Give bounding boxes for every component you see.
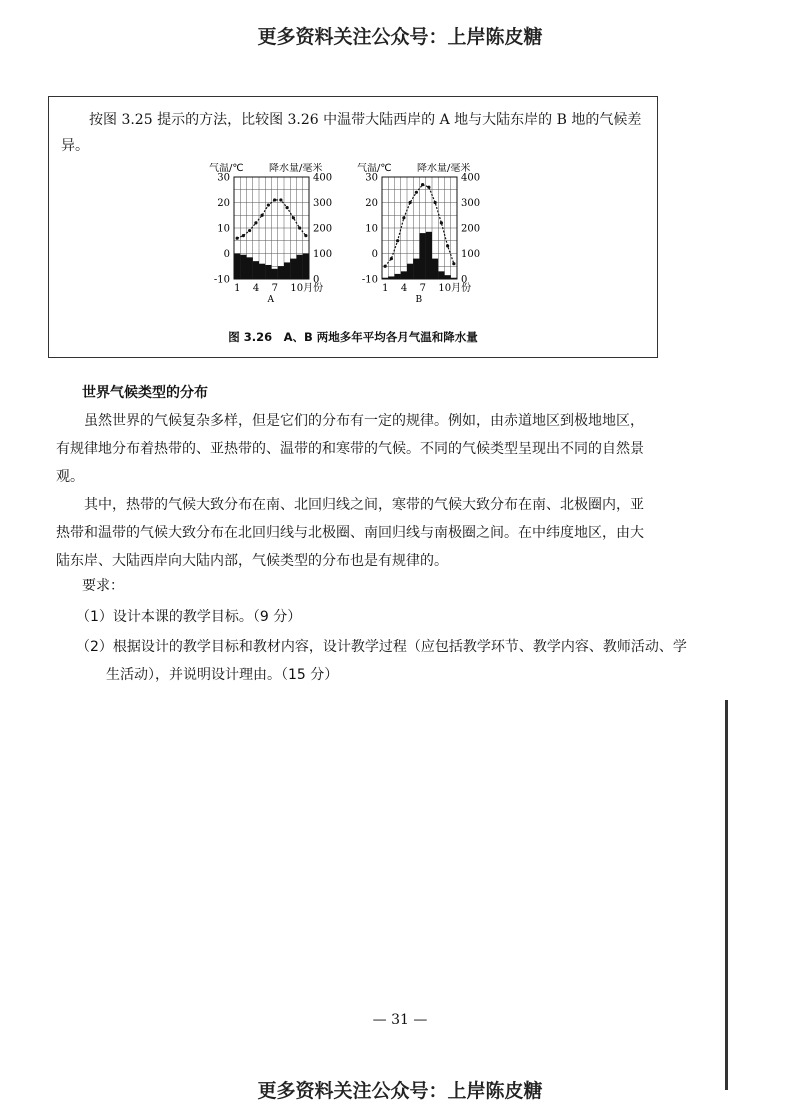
month-tick-label: 7: [271, 283, 278, 294]
month-tick-label: 4: [400, 283, 408, 294]
temperature-point: [434, 201, 437, 204]
precipitation-tick-label: 100: [313, 249, 333, 260]
temperature-point: [415, 191, 418, 194]
paragraph-2: 其中，热带的气候大致分布在南、北回归线之间，寒带的气候大致分布在南、北极圈内，亚热带和温带的气候大致分布在北回归线与北极圈、南回归线与南极圈之间。在中纬度地区，由大陆东岸、大陆西岸向大陆内部，气候类型的分布也是有规律的。: [56, 497, 644, 569]
month-tick-label: 1: [234, 283, 241, 294]
month-tick-label: 4: [252, 283, 260, 294]
scan-edge-line: [725, 700, 728, 1090]
precipitation-tick-label: 300: [461, 198, 481, 209]
precipitation-bar: [432, 259, 438, 279]
chart-a: [209, 163, 332, 303]
precipitation-axis-label: 降水量/毫米: [417, 163, 471, 174]
temperature-point: [261, 214, 264, 217]
precipitation-bar: [297, 255, 303, 279]
precipitation-bar: [303, 254, 309, 280]
precipitation-bar: [382, 278, 388, 279]
precipitation-bar: [290, 259, 296, 279]
precipitation-tick-label: 0: [313, 274, 320, 286]
temperature-point: [446, 244, 449, 247]
temperature-tick-label: 20: [365, 198, 378, 209]
precipitation-bar: [240, 255, 246, 279]
temperature-tick-label: 0: [371, 249, 378, 260]
temperature-tick-label: 10: [217, 223, 230, 235]
precipitation-bar: [253, 261, 259, 279]
precipitation-axis-label: 降水量/毫米: [269, 163, 323, 174]
precipitation-bar: [438, 271, 444, 279]
precipitation-bar: [247, 257, 253, 279]
precipitation-bar: [401, 271, 407, 279]
precipitation-bar: [265, 265, 271, 279]
temperature-point: [421, 183, 424, 186]
precipitation-tick-label: 400: [313, 172, 333, 184]
precipitation-bar: [234, 254, 240, 280]
temperature-point: [292, 216, 295, 219]
exercise-box: [48, 96, 658, 358]
precipitation-bar: [413, 259, 419, 279]
precipitation-tick-label: 100: [461, 249, 481, 260]
temperature-point: [298, 226, 301, 229]
precipitation-tick-label: 400: [461, 172, 481, 184]
precipitation-bar: [426, 232, 432, 279]
temperature-point: [279, 198, 282, 201]
precipitation-bar: [407, 264, 413, 279]
page-number: — 31 —: [372, 1012, 428, 1028]
requirements-label: 要求：: [82, 578, 124, 594]
chart-title: A: [267, 295, 274, 303]
temperature-tick-label: -10: [361, 274, 378, 286]
temperature-point: [402, 216, 405, 219]
precipitation-bar: [278, 266, 284, 279]
precipitation-tick-label: 300: [313, 198, 333, 209]
chart-b: [357, 163, 480, 303]
page-header: 更多资料关注公众号：上岸陈皮糖: [257, 26, 543, 48]
section-title: 世界气候类型的分布: [82, 385, 208, 401]
temperature-tick-label: 30: [365, 172, 378, 184]
precipitation-bar: [451, 278, 457, 279]
month-tick-label: 1: [382, 283, 389, 294]
temperature-point: [286, 206, 289, 209]
page-footer: 更多资料关注公众号：上岸陈皮糖: [257, 1080, 543, 1102]
temperature-point: [409, 201, 412, 204]
chart-title: B: [415, 295, 423, 303]
month-tick-label: 10月份: [290, 283, 324, 294]
temperature-point: [304, 234, 307, 237]
temperature-tick-label: -10: [213, 274, 230, 286]
temperature-point: [254, 221, 257, 224]
temperature-tick-label: 30: [217, 172, 230, 184]
precipitation-bar: [259, 264, 265, 279]
precipitation-tick-label: 0: [461, 274, 468, 286]
temperature-point: [452, 262, 455, 265]
temperature-point: [440, 221, 443, 224]
precipitation-bar: [395, 274, 401, 279]
temperature-point: [248, 229, 251, 232]
precipitation-bar: [445, 275, 451, 279]
temperature-point: [273, 198, 276, 201]
requirement-item-2: （2）根据设计的教学目标和教材内容，设计教学过程（应包括教学环节、教学内容、教师活动、学生活动），并说明设计理由。（15 分）: [76, 639, 687, 683]
precipitation-bar: [388, 276, 394, 279]
temperature-tick-label: 10: [365, 223, 378, 235]
month-tick-label: 7: [419, 283, 426, 294]
temperature-tick-label: 20: [217, 198, 230, 209]
precipitation-tick-label: 200: [313, 223, 333, 235]
month-tick-label: 10月份: [438, 283, 472, 294]
temperature-axis-label: 气温/℃: [357, 163, 392, 174]
figure-caption: 图 3.26 A、B 两地多年平均各月气温和降水量: [228, 330, 478, 344]
climate-charts: [199, 163, 499, 303]
temperature-point: [396, 239, 399, 242]
temperature-point: [236, 237, 239, 240]
requirement-item-1: （1）设计本课的教学目标。（9 分）: [76, 609, 302, 625]
temperature-tick-label: 0: [223, 249, 230, 260]
precipitation-bar: [284, 262, 290, 279]
temperature-axis-label: 气温/℃: [209, 163, 244, 174]
exercise-intro: 按图 3.25 提示的方法，比较图 3.26 中温带大陆西岸的 A 地与大陆东岸的 B 地的气候差异。: [61, 112, 642, 154]
temperature-point: [427, 186, 430, 189]
precipitation-tick-label: 200: [461, 223, 481, 235]
paragraph-1: 虽然世界的气候复杂多样，但是它们的分布有一定的规律。例如，由赤道地区到极地地区，有规律地分布着热带的、亚热带的、温带的和寒带的气候。不同的气候类型呈现出不同的自然景观。: [56, 413, 644, 485]
temperature-point: [242, 234, 245, 237]
precipitation-bar: [420, 233, 426, 279]
temperature-point: [384, 265, 387, 268]
temperature-point: [390, 257, 393, 260]
precipitation-bar: [272, 269, 278, 279]
temperature-point: [267, 203, 270, 206]
